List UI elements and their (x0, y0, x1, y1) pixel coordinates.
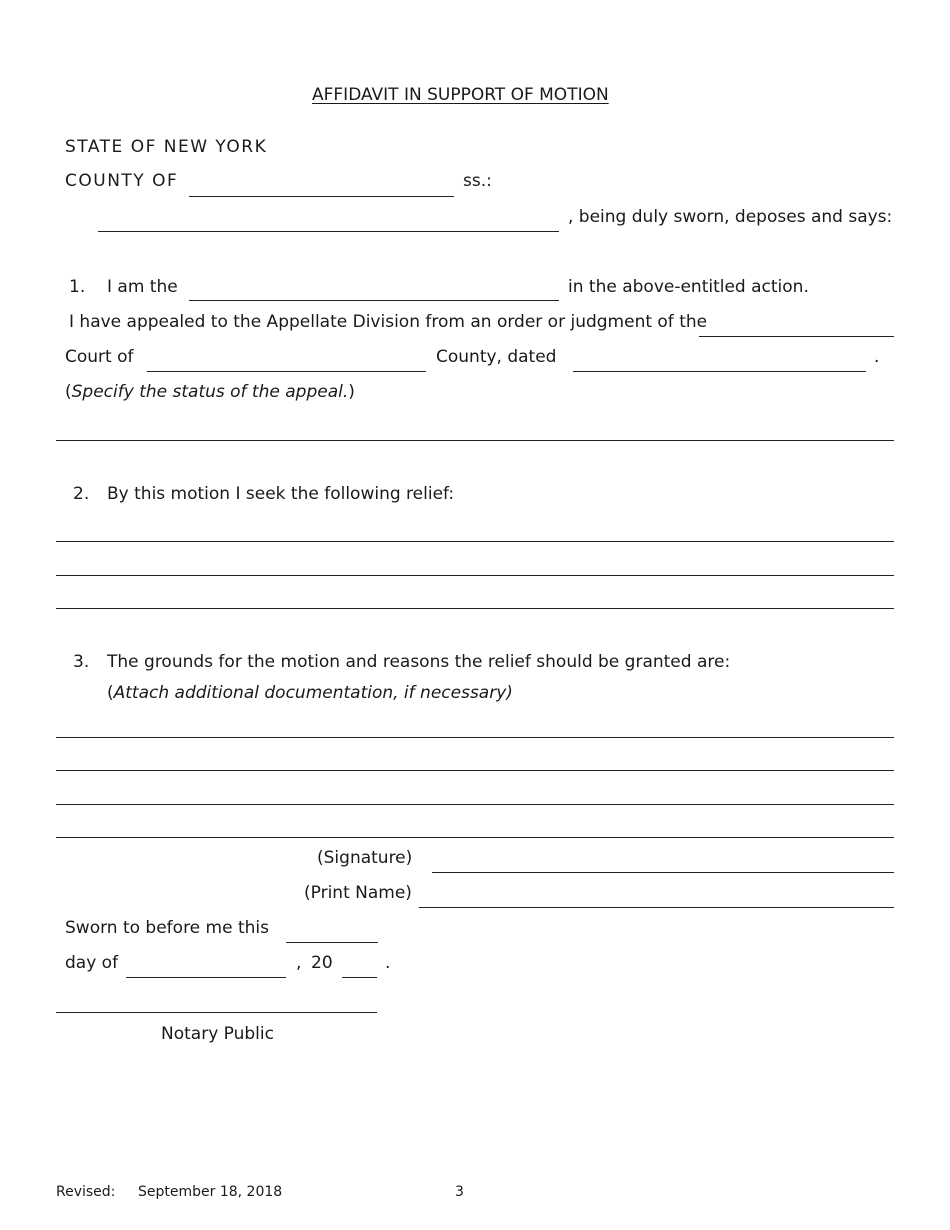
print-name-label: (Print Name) (304, 883, 412, 903)
day-of-label: day of (65, 953, 119, 973)
sworn-day-field[interactable] (286, 942, 378, 943)
sworn-year-field[interactable] (342, 977, 377, 978)
date-comma: , (296, 953, 302, 973)
signature-field[interactable] (432, 872, 894, 873)
notary-signature-field[interactable] (56, 1012, 377, 1013)
para1-in-action: in the above-entitled action. (568, 277, 809, 297)
state-label: STATE OF NEW YORK (65, 137, 268, 157)
sworn-before-label: Sworn to before me this (65, 918, 269, 938)
year-prefix: 20 (311, 953, 333, 973)
grounds-line-3[interactable] (56, 804, 894, 805)
page-title: AFFIDAVIT IN SUPPORT OF MOTION (312, 85, 609, 105)
relief-line-2[interactable] (56, 575, 894, 576)
relief-line-1[interactable] (56, 541, 894, 542)
county-field[interactable] (189, 196, 454, 197)
attach-note: (Attach additional documentation, if necessary) (107, 683, 513, 703)
para3-text: The grounds for the motion and reasons the relief should be granted are: (107, 652, 731, 672)
county-dated-label: County, dated (436, 347, 557, 367)
court-of-label: Court of (65, 347, 134, 367)
specify-status-note: (Specify the status of the appeal.) (65, 382, 355, 402)
para1-period: . (874, 347, 880, 367)
sworn-month-field[interactable] (126, 977, 286, 978)
court-type-field[interactable] (699, 336, 894, 337)
deponent-name-field[interactable] (98, 231, 559, 232)
signature-label: (Signature) (317, 848, 413, 868)
para3-number: 3. (73, 652, 90, 672)
para2-text: By this motion I seek the following relief: (107, 484, 455, 504)
ss-label: ss.: (463, 171, 492, 191)
grounds-line-2[interactable] (56, 770, 894, 771)
notary-public-label: Notary Public (161, 1024, 274, 1044)
print-name-field[interactable] (419, 907, 894, 908)
page-number: 3 (455, 1184, 464, 1200)
sworn-statement: , being duly sworn, deposes and says: (568, 207, 893, 227)
relief-line-3[interactable] (56, 608, 894, 609)
appeal-status-line[interactable] (56, 440, 894, 441)
order-date-field[interactable] (573, 371, 866, 372)
para1-appealed-text: I have appealed to the Appellate Division from an order or judgment of the (69, 312, 708, 332)
county-label: COUNTY OF (65, 171, 179, 191)
grounds-line-1[interactable] (56, 737, 894, 738)
para1-number: 1. (69, 277, 86, 297)
revised-date: September 18, 2018 (138, 1184, 283, 1200)
revised-label: Revised: (56, 1184, 116, 1200)
para1-i-am-the: I am the (107, 277, 178, 297)
court-county-field[interactable] (147, 371, 426, 372)
para2-number: 2. (73, 484, 90, 504)
party-role-field[interactable] (189, 300, 559, 301)
date-period: . (385, 953, 391, 973)
grounds-line-4[interactable] (56, 837, 894, 838)
